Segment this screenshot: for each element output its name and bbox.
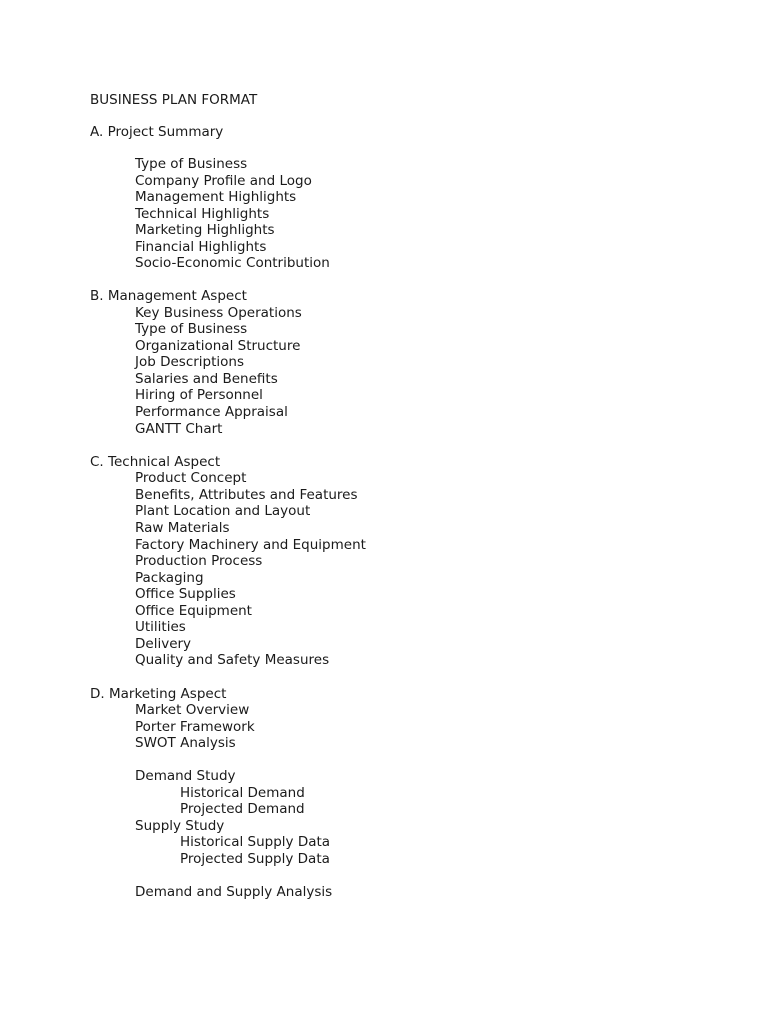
sub-list-item: Historical Supply Data — [180, 834, 331, 850]
list-item: Supply Study — [135, 818, 225, 834]
section-heading-c: C. Technical Aspect — [90, 454, 221, 470]
list-item: Type of Business — [135, 156, 248, 172]
list-item: SWOT Analysis — [135, 735, 236, 751]
list-item: Office Equipment — [135, 603, 252, 619]
list-item: Demand Study — [135, 768, 236, 784]
list-item: Demand and Supply Analysis — [135, 884, 333, 900]
list-item: Product Concept — [135, 470, 247, 486]
list-item: Market Overview — [135, 702, 250, 718]
list-item: Management Highlights — [135, 189, 297, 205]
sub-list-item: Projected Supply Data — [180, 851, 330, 867]
list-item: Packaging — [135, 570, 204, 586]
list-item: Socio-Economic Contribution — [135, 255, 330, 271]
list-item: GANTT Chart — [135, 421, 223, 437]
list-item: Factory Machinery and Equipment — [135, 537, 366, 553]
list-item: Type of Business — [135, 321, 248, 337]
list-item: Hiring of Personnel — [135, 387, 263, 403]
list-item: Production Process — [135, 553, 263, 569]
list-item: Performance Appraisal — [135, 404, 288, 420]
section-heading-b: B. Management Aspect — [90, 288, 247, 304]
list-item: Job Descriptions — [135, 354, 245, 370]
list-item: Porter Framework — [135, 719, 255, 735]
list-item: Company Profile and Logo — [135, 173, 312, 189]
list-item: Organizational Structure — [135, 338, 301, 354]
document-title: BUSINESS PLAN FORMAT — [90, 92, 258, 108]
list-item: Salaries and Benefits — [135, 371, 278, 387]
list-item: Utilities — [135, 619, 186, 635]
list-item: Raw Materials — [135, 520, 230, 536]
list-item: Benefits, Attributes and Features — [135, 487, 358, 503]
sub-list-item: Historical Demand — [180, 785, 305, 801]
list-item: Delivery — [135, 636, 192, 652]
list-item: Technical Highlights — [135, 206, 270, 222]
list-item: Key Business Operations — [135, 305, 302, 321]
list-item: Marketing Highlights — [135, 222, 275, 238]
section-heading-a: A. Project Summary — [90, 124, 224, 140]
sub-list-item: Projected Demand — [180, 801, 305, 817]
list-item: Office Supplies — [135, 586, 236, 602]
list-item: Plant Location and Layout — [135, 503, 311, 519]
section-heading-d: D. Marketing Aspect — [90, 686, 227, 702]
list-item: Quality and Safety Measures — [135, 652, 330, 668]
list-item: Financial Highlights — [135, 239, 267, 255]
